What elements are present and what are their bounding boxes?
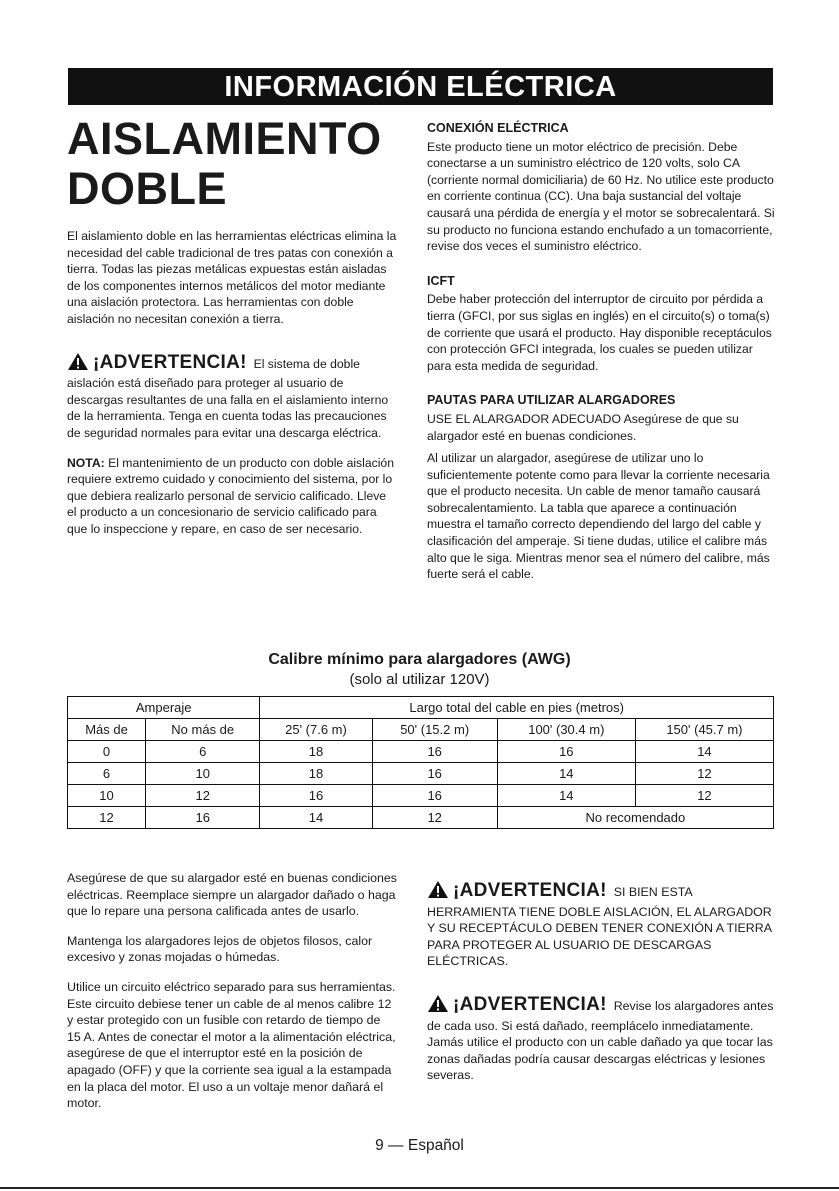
table-group-header-row: [68, 697, 774, 719]
nota-block: [67, 455, 397, 538]
table-cell: 18: [260, 763, 372, 785]
title-line-1: AISLAMIENTO: [67, 113, 382, 164]
warning-triangle-icon: [427, 880, 449, 904]
pautas-heading: PAUTAS PARA UTILIZAR ALARGADORES: [427, 393, 676, 408]
bottom-left-paragraph-1: Asegúrese de que su alargador esté en buenas condiciones eléctricas. Reemplace siempre un alargador dañado o haga que lo repare una persona calificada antes de usarlo.: [67, 871, 397, 919]
column-header: Más de: [68, 719, 146, 741]
table-cell: 18: [260, 741, 372, 763]
table-cell: 12: [635, 763, 773, 785]
warning-block-1: [427, 880, 777, 970]
warning-text-2: Revise los alargadores antes de cada uso. Si está dañado, reemplácelo inmediatamente. Jamás utilice el producto con un cable dañado ya que tocar las zonas dañadas podría causar descargas eléctricas y lesiones severas.: [427, 998, 774, 1083]
column-header: 100' (30.4 m): [497, 719, 635, 741]
warning-triangle-icon: [427, 994, 449, 1018]
title-line-2: DOBLE: [67, 163, 227, 214]
table-cell: 10: [68, 785, 146, 807]
table-cell: 0: [68, 741, 146, 763]
warning-block: [67, 352, 397, 442]
page-footer: 9 — Español: [375, 1137, 464, 1154]
table-cell: 16: [260, 785, 372, 807]
warning-text-1: SI BIEN ESTA HERRAMIENTA TIENE DOBLE AISLACIÓN, EL ALARGADOR Y SU RECEPTÁCULO DEBEN TENER CONEXIÓN A TIERRA PARA PROTEGER AL USUARIO DE DESCARGAS ELÉCTRICAS.: [427, 885, 772, 969]
warning-heading-2: ¡ADVERTENCIA!: [453, 993, 607, 1015]
table-cell: 16: [146, 807, 260, 829]
icft-text: Debe haber protección del interruptor de circuito por pérdida a tierra (GFCI, por sus siglas en inglés) en el circuito(s) o toma(s) de corriente que usará el producto. Hay disponible receptáculos con protección GFCI integrada, los cuales se pueden utilizar para esta medida de seguridad.: [427, 292, 772, 373]
nota-label: NOTA:: [67, 455, 105, 470]
table-cell: 12: [372, 807, 497, 829]
bottom-left-paragraph-2: Mantenga los alargadores lejos de objetos filosos, calor excesivo y zonas mojadas o húmedas.: [67, 933, 373, 965]
table-cell: 16: [372, 741, 497, 763]
nota-text: El mantenimiento de un producto con doble aislación requiere extremo cuidado y conocimiento del sistema, por lo que debiera realizarlo personal de servicio calificado. Lleve el producto a un concesionario de servicio calificado para que lo inspeccione y repare, en caso de ser necesario.: [67, 455, 394, 536]
table-cell: 14: [635, 741, 773, 763]
conexion-heading: CONEXIÓN ELÉCTRICA: [427, 121, 569, 135]
warning-text: El sistema de doble aislación está diseñado para proteger al usuario de descargas resultantes de una falla en el aislamiento interno de la herramienta. Tenga en cuenta todas las precauciones de seguridad normales para evitar una descarga eléctrica.: [67, 356, 389, 440]
left-column: [67, 114, 397, 551]
column-header: 50' (15.2 m): [372, 719, 497, 741]
table-cell: 14: [497, 785, 635, 807]
table-cell: 6: [146, 741, 260, 763]
amperaje-header: Amperaje: [68, 697, 260, 719]
icft-heading: ICFT: [427, 273, 455, 288]
table-cell: No recomendado: [497, 807, 773, 829]
table-row: [68, 785, 774, 807]
pautas-text-2: Al utilizar un alargador, asegúrese de utilizar uno lo suficientemente potente como para llevar la corriente necesaria que el producto necesita. Un cable de menor tamaño causará sobrecalentamiento. La tabla que aparece a continuación muestra el tamaño correcto dependiendo del largo del cable y clasificación del amperaje. Si tiene dudas, utilice el calibre más alto que le siga. Mientras menor sea el número del calibre, más fuerte será el cable.: [427, 451, 770, 582]
table-cell: 14: [260, 807, 372, 829]
table-cell: 12: [635, 785, 773, 807]
table-cell: 10: [146, 763, 260, 785]
table-cell: 6: [68, 763, 146, 785]
table-cell: 16: [372, 763, 497, 785]
warning-heading: ¡ADVERTENCIA!: [93, 351, 247, 373]
table-cell: 16: [497, 741, 635, 763]
double-insulation-paragraph: El aislamiento doble en las herramientas eléctricas elimina la necesidad del cable tradicional de tres patas con conexión a tierra. Todas las piezas metálicas expuestas están aisladas de los componentes internos metálicos del motor mediante una aislación protectora. Las herramientas con doble aislación no necesitan conexión a tierra.: [67, 229, 397, 326]
table-cell: 14: [497, 763, 635, 785]
table-row: [68, 741, 774, 763]
warning-block-2: [427, 994, 777, 1084]
warning-triangle-icon: [67, 352, 89, 376]
table-cell: 12: [68, 807, 146, 829]
bottom-left-column: [67, 870, 397, 1125]
bottom-right-column: [427, 870, 777, 1097]
column-header: 25' (7.6 m): [260, 719, 372, 741]
warning-heading-1: ¡ADVERTENCIA!: [453, 880, 607, 901]
table-cell: 12: [146, 785, 260, 807]
column-header: 150' (45.7 m): [635, 719, 773, 741]
right-column: [427, 120, 777, 596]
length-header: Largo total del cable en pies (metros): [260, 697, 774, 719]
table-row: [68, 763, 774, 785]
table-row: [68, 807, 774, 829]
conexion-text: Este producto tiene un motor eléctrico de precisión. Debe conectarse a un suministro eléctrico de 120 volts, solo CA (corriente normal domiciliaria) de 60 Hz. No utilice este producto en corriente continua (CC). Una baja sustancial del voltaje causará una pérdida de energía y el motor se sobrecalentará. Si su producto no funciona estando enchufado a un tomacorriente, revise dos veces el suministro eléctrico.: [427, 139, 775, 254]
table-header-row: [68, 719, 774, 741]
section-title: [67, 114, 397, 214]
bottom-left-paragraph-3: Utilice un circuito eléctrico separado para sus herramientas. Este circuito debiese tener un cable de al menos calibre 12 y estar protegido con un fusible con retardo de tiempo de 15 A. Antes de conectar el motor a la alimentación eléctrica, asegúrese de que el interruptor esté en la posición de apagado (OFF) y que la corriente sea igual a la estampada en la placa del motor. El uso a un voltaje menor dañará el motor.: [67, 979, 396, 1111]
table-subtitle: (solo al utilizar 120V): [349, 671, 490, 688]
column-header: No más de: [146, 719, 260, 741]
table-title: Calibre mínimo para alargadores (AWG): [268, 651, 571, 668]
table-cell: 16: [372, 785, 497, 807]
pautas-text-1: USE EL ALARGADOR ADECUADO Asegúrese de que su alargador esté en buenas condiciones.: [427, 411, 739, 443]
section-banner: INFORMACIÓN ELÉCTRICA: [68, 68, 773, 105]
bottom-rule: [0, 1187, 839, 1189]
gauge-table: [67, 696, 774, 829]
